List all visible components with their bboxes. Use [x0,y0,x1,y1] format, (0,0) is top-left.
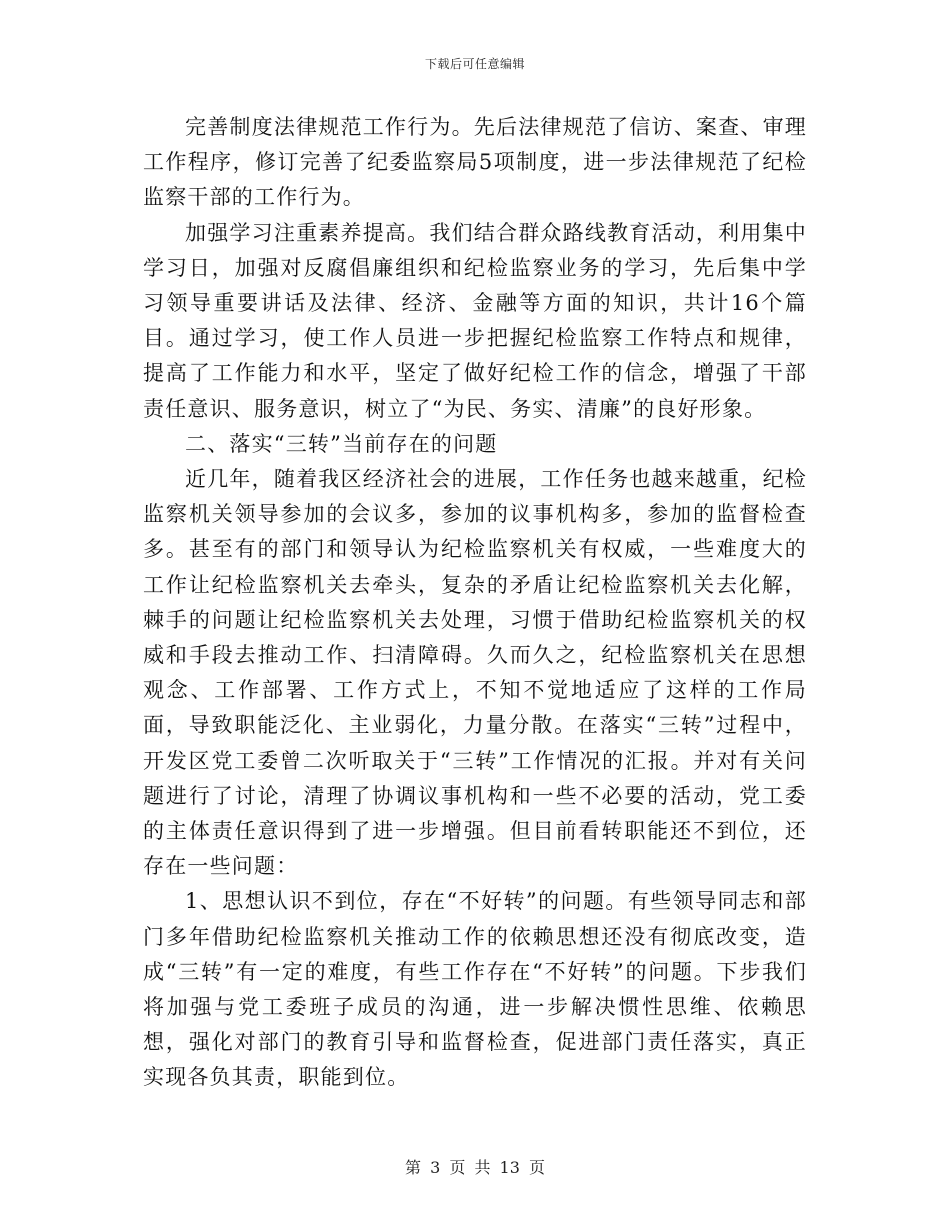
paragraph: 加强学习注重素养提高。我们结合群众路线教育活动，利用集中学习日，加强对反腐倡廉组织和纪检监察业务的学习，先后集中学习领导重要讲话及法律、经济、金融等方面的知识，共计16个篇目。通过学习，使工作人员进一步把握纪检监察工作特点和规律，提高了工作能力和水平，坚定了做好纪检工作的信念，增强了干部责任意识、服务意识，树立了“为民、务实、清廉”的良好形象。 [143,220,807,421]
page-header: 下载后可任意编辑 [424,57,525,71]
paragraph: 1、思想认识不到位，存在“不好转”的问题。有些领导同志和部门多年借助纪检监察机关推动工作的依赖思想还没有彻底改变，造成“三转”有一定的难度，有些工作存在“不好转”的问题。下步我们将加强与党工委班子成员的沟通，进一步解决惯性思维、依赖思想，强化对部门的教育引导和监督检查，促进部门责任落实，真正实现各负其责，职能到位。 [143,889,807,1090]
section-heading: 二、落实“三转”当前存在的问题 [185,431,498,456]
paragraph: 近几年，随着我区经济社会的进展，工作任务也越来越重，纪检监察机关领导参加的会议多，参加的议事机构多，参加的监督检查多。甚至有的部门和领导认为纪检监察机关有权威，一些难度大的工作让纪检监察机关去牵头，复杂的矛盾让纪检监察机关去化解，棘手的问题让纪检监察机关去处理，习惯于借助纪检监察机关的权威和手段去推动工作、扫清障碍。久而久之，纪检监察机关在思想观念、工作部署、工作方式上，不知不觉地适应了这样的工作局面，导致职能泛化、主业弱化，力量分散。在落实“三转”过程中，开发区党工委曾二次听取关于“三转”工作情况的汇报。并对有关问题进行了讨论，清理了协调议事机构和一些不必要的活动，党工委的主体责任意识得到了进一步增强。但目前看转职能还不到位，还存在一些问题： [143,467,807,879]
paragraph: 完善制度法律规范工作行为。先后法律规范了信访、案查、审理工作程序，修订完善了纪委监察局5项制度，进一步法律规范了纪检监察干部的工作行为。 [143,115,807,210]
page-number: 第 3 页 共 13 页 [405,1158,545,1177]
document-body [143,110,807,1096]
